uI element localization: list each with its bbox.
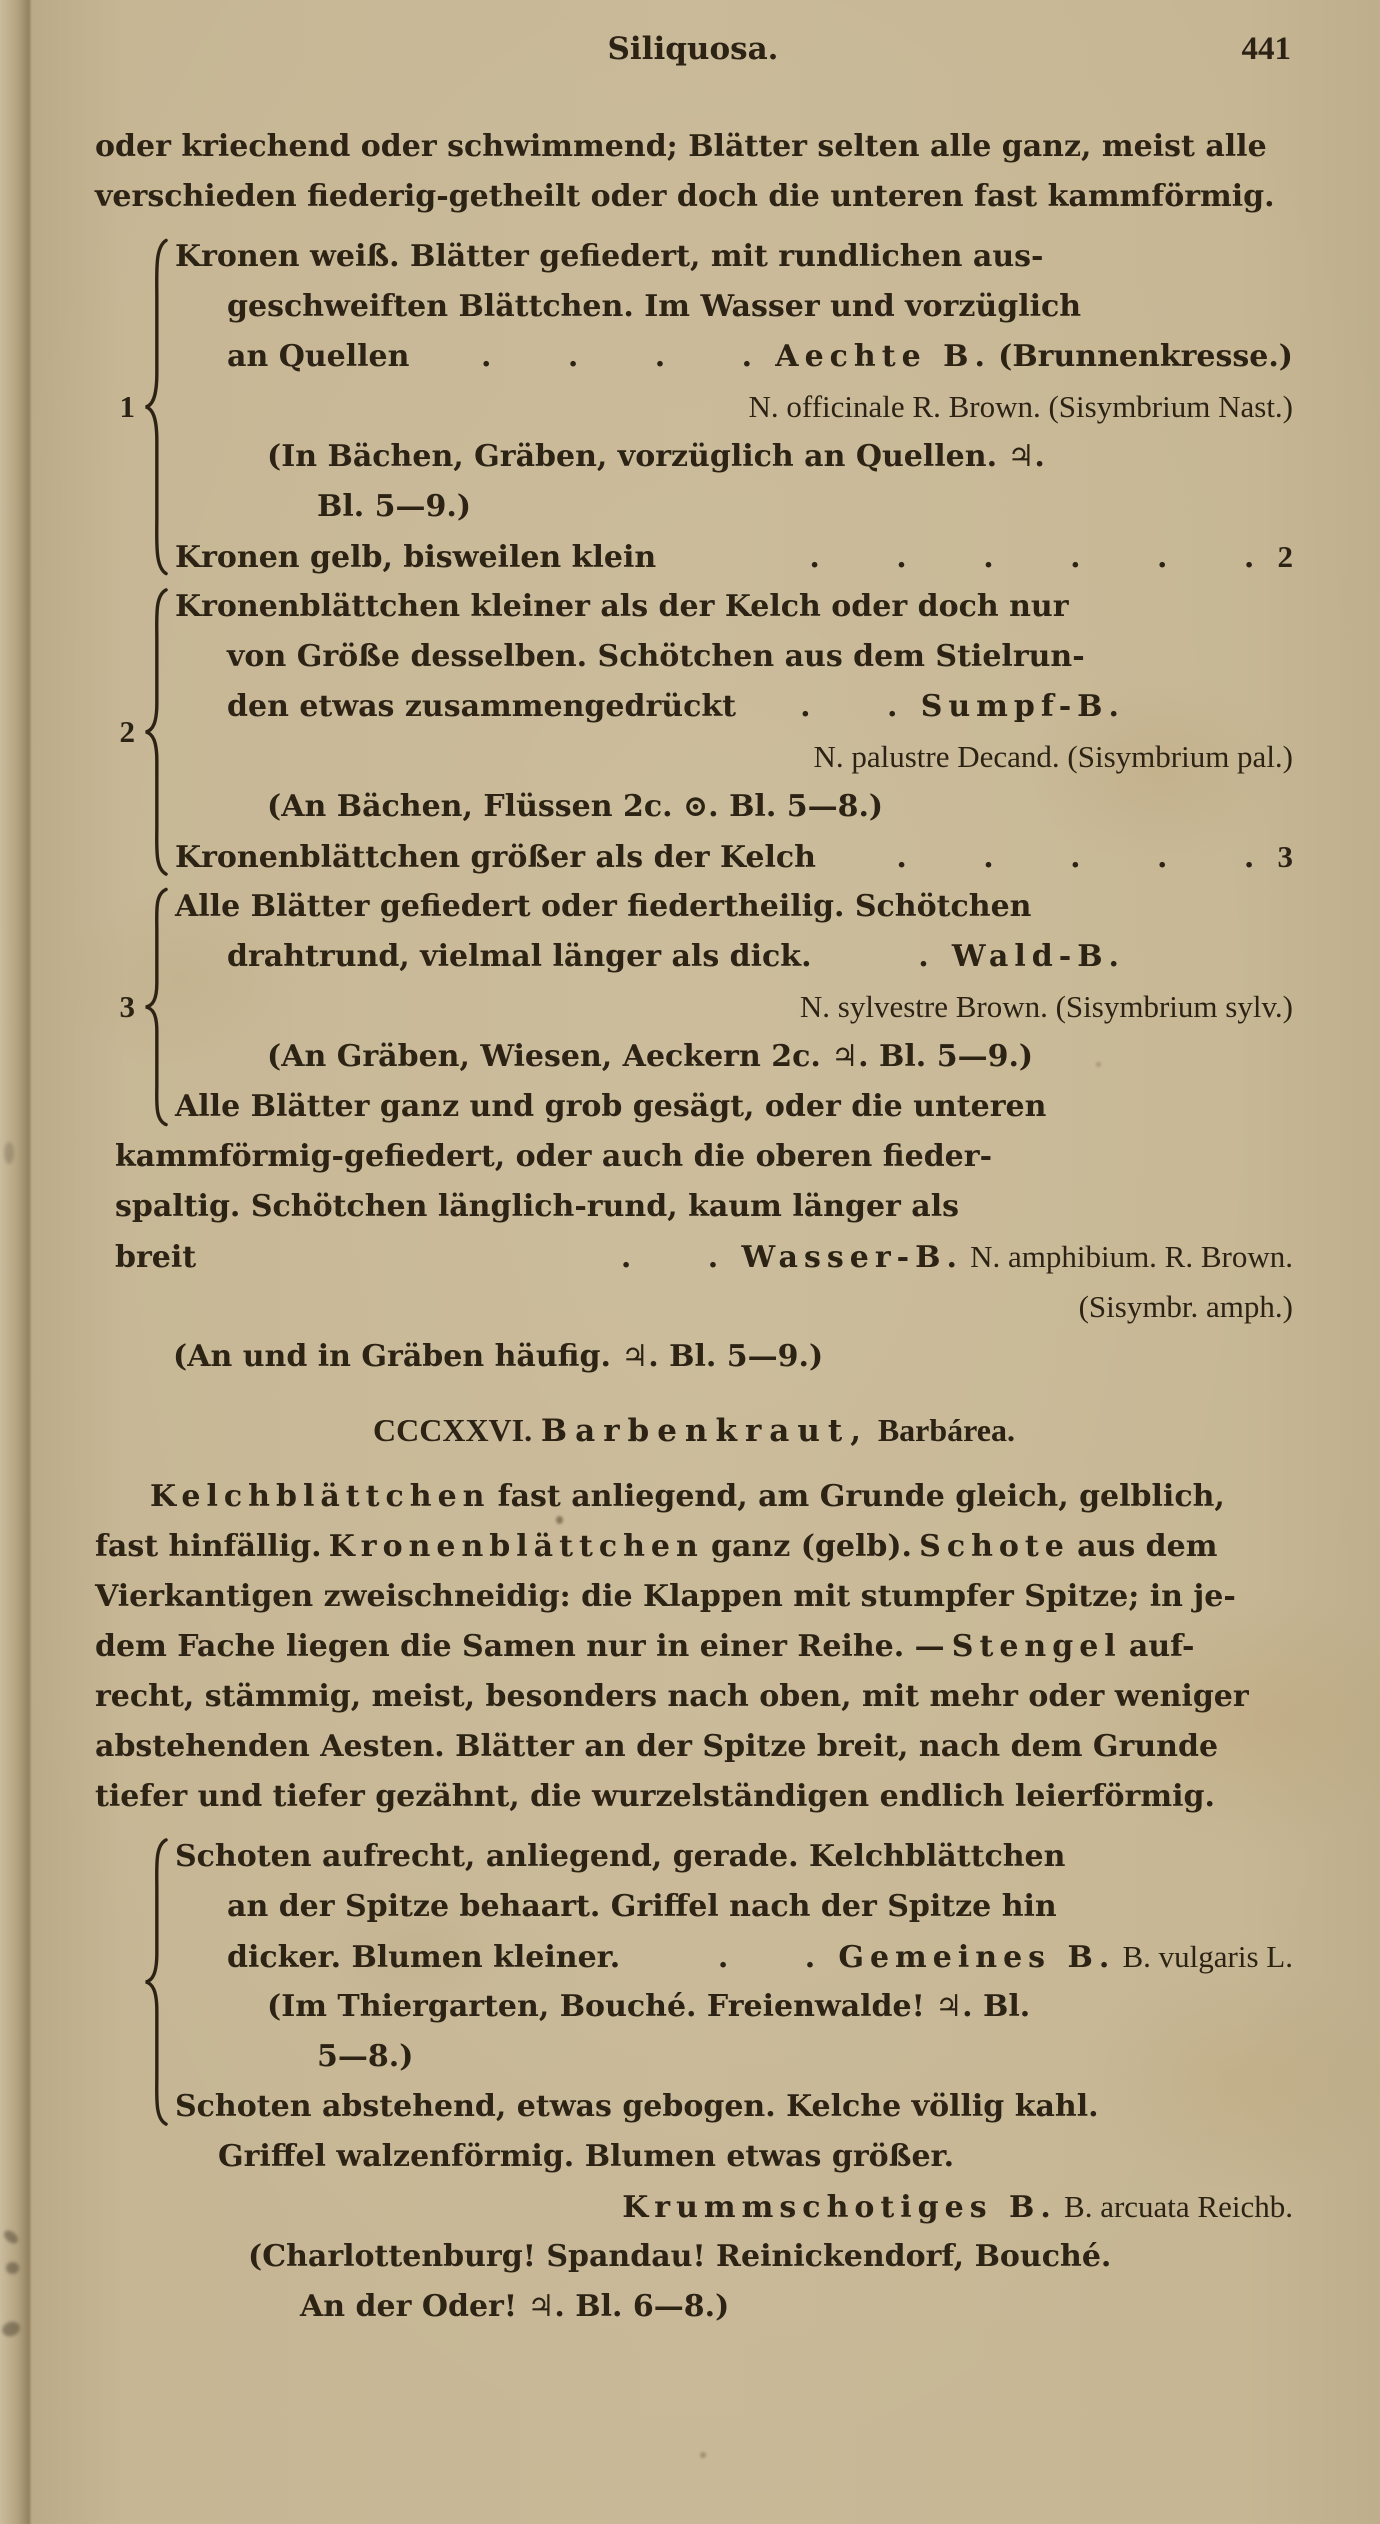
key-line: [175, 782, 1293, 832]
key-line: [175, 332, 1293, 382]
dot-leaders: . .: [717, 1940, 816, 1975]
key-line: [175, 582, 1293, 632]
key-trailing-text: [95, 2132, 1293, 2332]
dot-leaders: . . . . . .: [809, 540, 1255, 575]
ink-speck: [1096, 1062, 1101, 1067]
species-latin: N. palustre Decand. (Sisymbrium pal.): [813, 739, 1293, 774]
key-ref-number: 3: [1277, 839, 1293, 874]
key-line: [175, 1982, 1293, 2032]
text: Vierkantigen zweischneidig: die Klappen mit stumpfer Spitze; in je-: [95, 1579, 1236, 1614]
text-line: [95, 1572, 1293, 1622]
habitat-note: (An und in Gräben häufig. ♃. Bl. 5—9.): [173, 1339, 824, 1374]
text: aus dem: [1077, 1529, 1218, 1564]
text-line: [95, 1472, 1293, 1522]
key-line: [175, 532, 1293, 582]
text: Schoten aufrecht, anliegend, gerade. Kelchblättchen: [175, 1839, 1066, 1874]
text: fast hinfällig.: [95, 1529, 322, 1564]
key-body: [175, 582, 1293, 882]
species-name: Wasser-B.: [741, 1240, 963, 1275]
text: breit: [115, 1240, 197, 1275]
intro-paragraph: [95, 122, 1293, 222]
species-name: Gemeines B.: [838, 1940, 1116, 1975]
species-name: Aechte B.: [775, 339, 991, 374]
text-line: [95, 1622, 1293, 1672]
genus-name-german: Barbenkraut,: [540, 1413, 870, 1449]
key-body: [175, 882, 1293, 1132]
text: drahtrund, vielmal länger als dick.: [227, 939, 812, 974]
section-heading: [95, 1404, 1293, 1456]
key-body: [175, 232, 1293, 582]
text: den etwas zusammengedrückt: [227, 689, 736, 724]
emphasized-term: Schote: [919, 1529, 1070, 1564]
species-latin: N. sylvestre Brown. (Sisymbrium sylv.): [799, 989, 1293, 1024]
emphasized-term: Kronenblättchen: [328, 1529, 704, 1564]
bloom-time: 5—8.): [317, 2039, 414, 2074]
text-line: [95, 172, 1293, 222]
text-line: [95, 122, 1293, 172]
text-line: [115, 1182, 1293, 1232]
text-line: [95, 1672, 1293, 1722]
ink-speck: [700, 2452, 706, 2458]
key-line: [175, 482, 1293, 532]
text: Alle Blätter ganz und grob gesägt, oder die unteren: [175, 1089, 1047, 1124]
page-content: [95, 28, 1293, 2332]
key-group-3: [95, 882, 1293, 1132]
brace-icon: [139, 232, 175, 582]
text: kammförmig-gefiedert, oder auch die oberen fieder-: [115, 1139, 993, 1174]
key-line: [175, 1082, 1293, 1132]
brace-glyph: [139, 237, 171, 577]
text: von Größe desselben. Schötchen aus dem Stielrun-: [227, 639, 1085, 674]
species-name: Sumpf-B.: [920, 689, 1125, 724]
brace-icon: [139, 582, 175, 882]
text-line: [95, 2232, 1293, 2282]
text: an der Spitze behaart. Griffel nach der Spitze hin: [227, 1889, 1057, 1924]
habitat-note: (An Gräben, Wiesen, Aeckern 2c. ♃. Bl. 5—9.): [267, 1039, 1034, 1074]
habitat-note: An der Oder! ♃. Bl. 6—8.): [300, 2289, 730, 2324]
text: Griffel walzenförmig. Blumen etwas größer.: [218, 2139, 955, 2174]
text: Schoten abstehend, etwas gebogen. Kelche völlig kahl.: [175, 2089, 1099, 2124]
key-body: [175, 1832, 1293, 2132]
text-line: [115, 1282, 1293, 1332]
key-line: [175, 1032, 1293, 1082]
key-number: 2: [119, 714, 135, 749]
bloom-time: Bl. 5—9.): [317, 489, 472, 524]
page-number: 441: [1241, 31, 1291, 67]
genus-name-latin: Barbárea.: [877, 1412, 1015, 1448]
text: auf-: [1128, 1629, 1195, 1664]
text: Alle Blätter gefiedert oder fiedertheilig. Schötchen: [175, 889, 1032, 924]
text-line: [95, 2132, 1293, 2182]
text: tiefer und tiefer gezähnt, die wurzelständigen endlich leierförmig.: [95, 1779, 1215, 1814]
text-line: [95, 2182, 1293, 2232]
text: recht, stämmig, meist, besonders nach oben, mit mehr oder weniger: [95, 1679, 1249, 1714]
dot-leaders: . .: [620, 1240, 719, 1275]
key-line: [175, 982, 1293, 1032]
binding-gutter: [0, 0, 32, 2524]
key-line: [175, 882, 1293, 932]
text-line: [115, 1332, 1293, 1382]
text: dicker. Blumen kleiner.: [227, 1940, 621, 1975]
ink-speck: [556, 1516, 563, 1524]
description-paragraph: [95, 1472, 1293, 1822]
species-latin: B. arcuata Reichb.: [1064, 2189, 1293, 2224]
text: abstehenden Aesten. Blätter an der Spitze breit, nach dem Grunde: [95, 1729, 1219, 1764]
species-name: Krummschotiges B.: [622, 2190, 1057, 2225]
text-line: [115, 1232, 1293, 1282]
key-line: [175, 1832, 1293, 1882]
running-header: [95, 28, 1293, 70]
text-line: [95, 1522, 1293, 1572]
key-line: [175, 832, 1293, 882]
text-line: [95, 1722, 1293, 1772]
text-line: [115, 1132, 1293, 1182]
species-latin: N. officinale R. Brown. (Sisymbrium Nast.): [748, 389, 1293, 424]
dot-leaders: . .: [800, 689, 898, 724]
section-number: CCCXXVI.: [373, 1412, 533, 1448]
brace-glyph: [139, 1837, 171, 2127]
key-line: [175, 2082, 1293, 2132]
key-line: [175, 932, 1293, 982]
habitat-note: (In Bächen, Gräben, vorzüglich an Quellen. ♃.: [267, 439, 1045, 474]
key-line: [175, 1882, 1293, 1932]
species-latin: N. amphibium. R. Brown.: [970, 1239, 1293, 1274]
text: spaltig. Schötchen länglich-rund, kaum länger als: [115, 1189, 959, 1224]
dot-leaders: .: [918, 939, 929, 974]
dot-leaders: . . . .: [480, 339, 753, 374]
key-line: [175, 232, 1293, 282]
key-ref-number: 2: [1277, 539, 1293, 574]
text: Kronen weiß. Blätter gefiedert, mit rundlichen aus-: [175, 239, 1044, 274]
habitat-note: (An Bächen, Flüssen 2c. ⊙. Bl. 5—8.): [267, 789, 884, 824]
text: an Quellen: [227, 339, 410, 374]
key-number: 3: [119, 989, 135, 1024]
key-group-1: [95, 232, 1293, 582]
key-group-4: [95, 1832, 1293, 2132]
key-line: [175, 1932, 1293, 1982]
species-latin-synonym: (Sisymbr. amph.): [1078, 1289, 1293, 1324]
key-group-2: [95, 582, 1293, 882]
text-line: [95, 2282, 1293, 2332]
running-title: Siliquosa.: [607, 31, 779, 67]
habitat-note: (Im Thiergarten, Bouché. Freienwalde! ♃. Bl.: [267, 1989, 1031, 2024]
text: ganz (gelb).: [711, 1529, 912, 1564]
text-line: [95, 1772, 1293, 1822]
text: oder kriechend oder schwimmend; Blätter selten alle ganz, meist alle: [95, 129, 1267, 164]
key-line: [175, 682, 1293, 732]
key-line: [175, 732, 1293, 782]
emphasized-term: Kelchblättchen: [150, 1479, 491, 1514]
key-number: [95, 1832, 139, 2132]
text: Kronenblättchen kleiner als der Kelch oder doch nur: [175, 589, 1069, 624]
brace-icon: [139, 1832, 175, 2132]
brace-glyph: [139, 887, 171, 1127]
text: verschieden fiederig-getheilt oder doch die unteren fast kammförmig.: [95, 179, 1275, 214]
key-continuation: [115, 1132, 1293, 1382]
key-number: 1: [119, 389, 135, 424]
text: Kronen gelb, bisweilen klein: [175, 540, 657, 575]
scan-artifact: [6, 2262, 19, 2274]
species-common-synonym: (Brunnenkresse.): [998, 339, 1293, 374]
scan-artifact: [4, 1142, 14, 1164]
brace-glyph: [139, 587, 171, 877]
text: fast anliegend, am Grunde gleich, gelblich,: [497, 1479, 1225, 1514]
dot-leaders: . . . . .: [896, 840, 1255, 875]
key-line: [175, 432, 1293, 482]
species-latin: B. vulgaris L.: [1122, 1939, 1293, 1974]
key-line: [175, 382, 1293, 432]
habitat-note: (Charlottenburg! Spandau! Reinickendorf, Bouché.: [248, 2239, 1112, 2274]
brace-icon: [139, 882, 175, 1132]
text: Kronenblättchen größer als der Kelch: [175, 840, 816, 875]
species-name: Wald-B.: [951, 939, 1125, 974]
key-line: [175, 2032, 1293, 2082]
text: geschweiften Blättchen. Im Wasser und vorzüglich: [227, 289, 1082, 324]
key-line: [175, 632, 1293, 682]
key-line: [175, 282, 1293, 332]
text: dem Fache liegen die Samen nur in einer Reihe. —: [95, 1629, 945, 1664]
emphasized-term: Stengel: [951, 1629, 1122, 1664]
